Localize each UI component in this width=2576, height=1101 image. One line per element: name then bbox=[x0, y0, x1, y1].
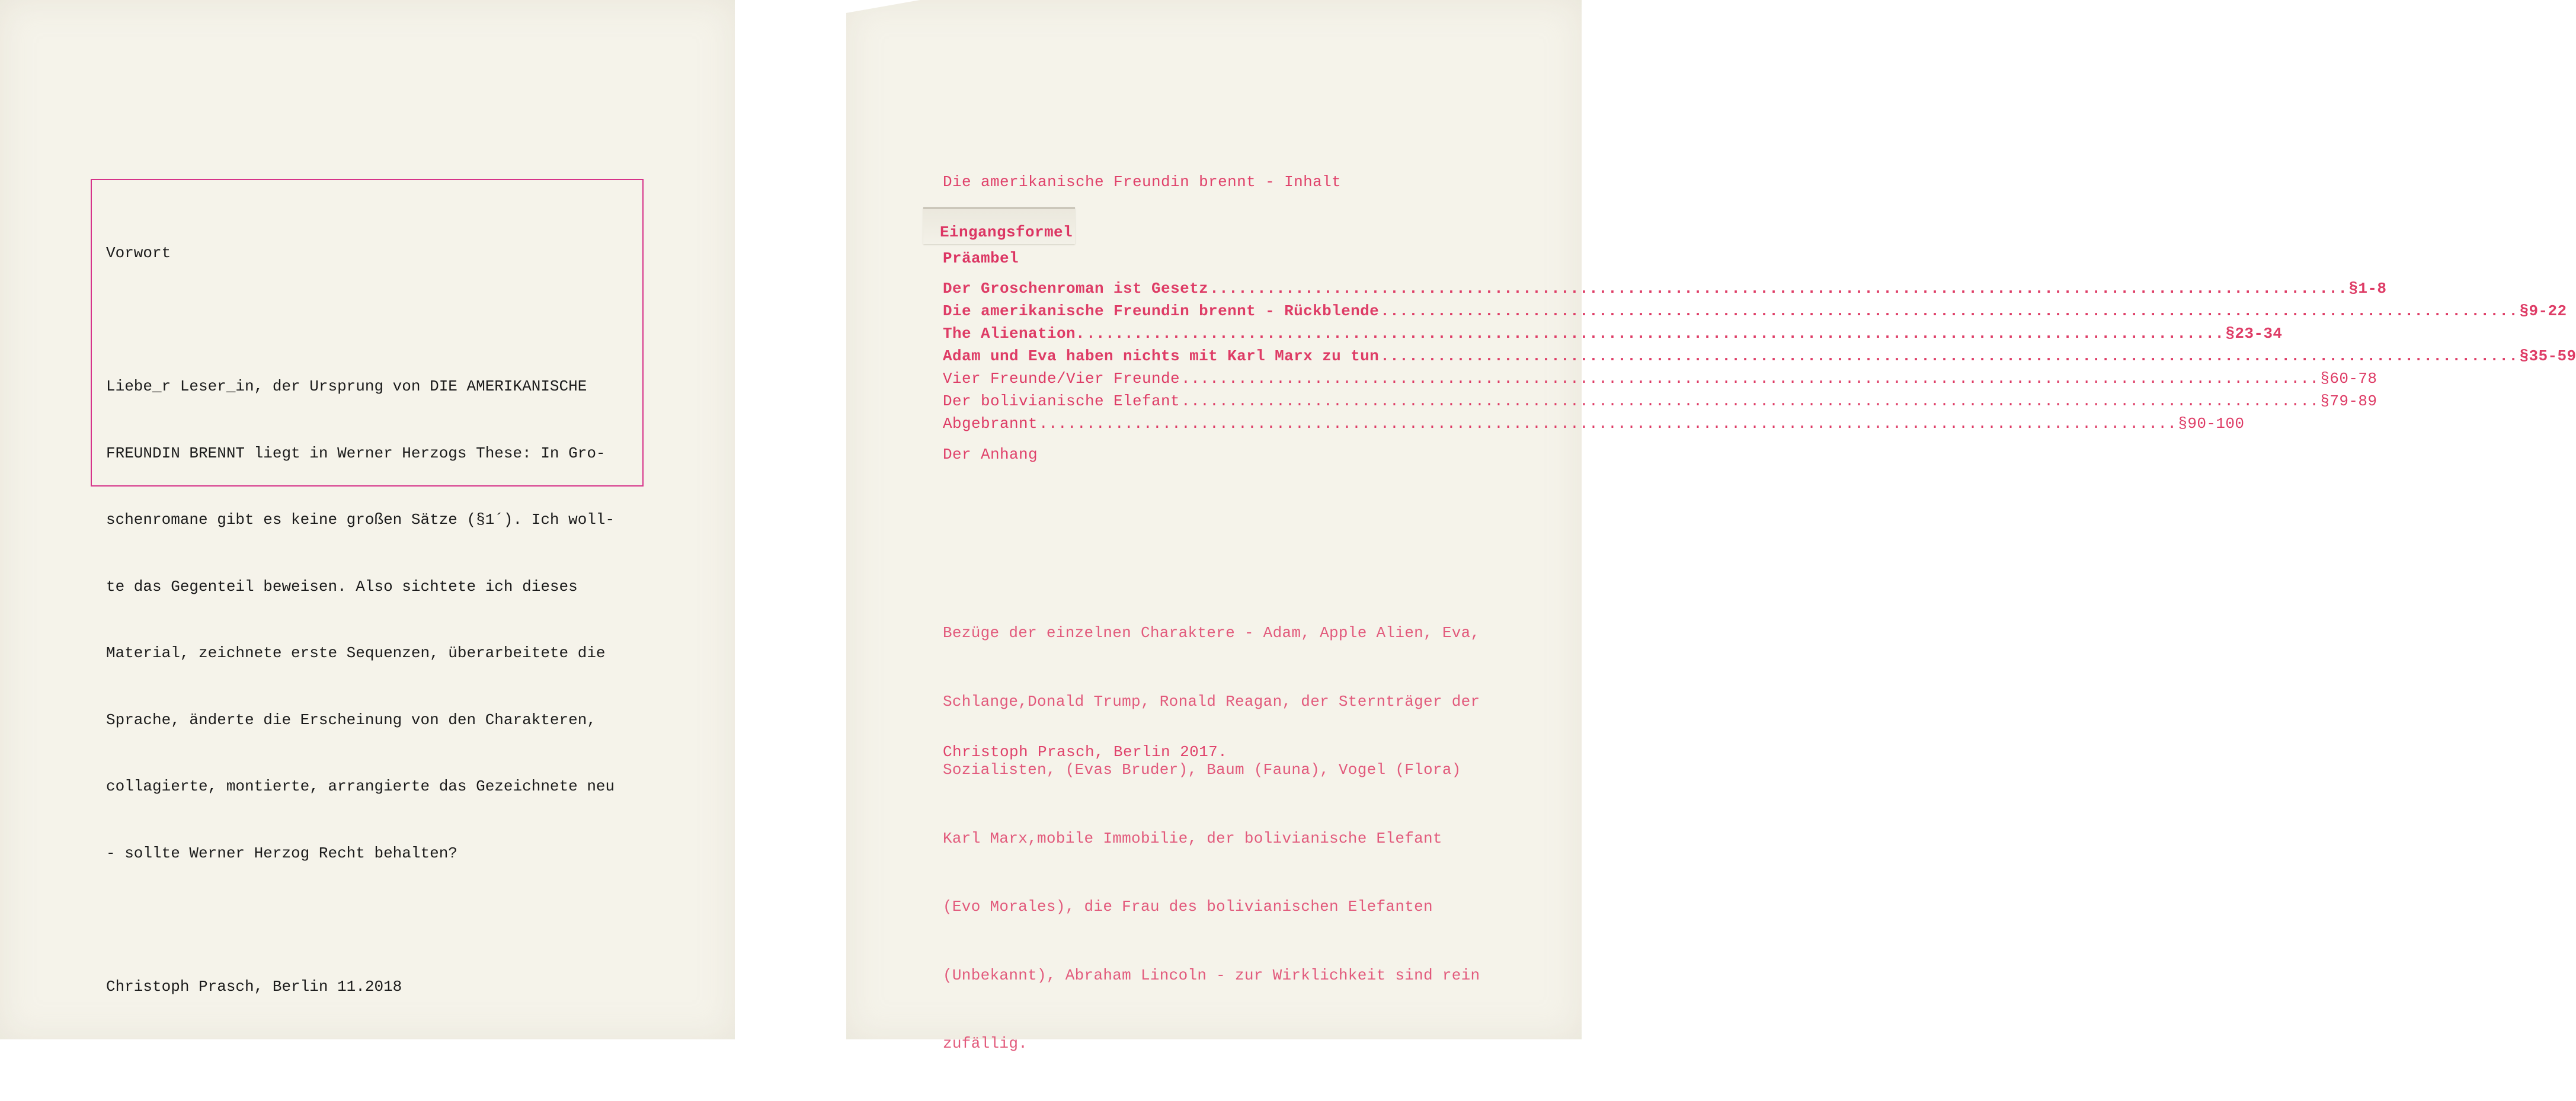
notes-line: (Unbekannt), Abraham Lincoln - zur Wirklichkeit sind rein bbox=[943, 966, 1480, 984]
toc-entry-title: Die amerikanische Freundin brennt - Rückblende bbox=[943, 302, 1380, 320]
toc-entry-title: Adam und Eva haben nichts mit Karl Marx zu tun bbox=[943, 347, 1380, 365]
preface-signature: Christoph Prasch, Berlin 11.2018 bbox=[106, 977, 402, 996]
notes-line: (Evo Morales), die Frau des bolivianischen Elefanten bbox=[943, 898, 1433, 916]
preface-spacer bbox=[106, 309, 629, 332]
toc-leader-dots bbox=[1086, 325, 2224, 343]
toc-entry-paragraphs: §90-100 bbox=[2178, 415, 2245, 433]
toc-leader-dots bbox=[1209, 280, 2347, 297]
preface-body-line: te das Gegenteil beweisen. Also sichtete ich dieses bbox=[106, 577, 578, 596]
notes-line: Karl Marx,mobile Immobilie, der bolivianische Elefant bbox=[943, 829, 1442, 847]
toc-entry-paragraphs: §35-59 bbox=[2519, 347, 2576, 365]
toc-entry-title: Der Groschenroman ist Gesetz bbox=[943, 280, 1209, 297]
toc-entry bbox=[943, 392, 2377, 410]
notes-line: Sozialisten, (Evas Bruder), Baum (Fauna), Vogel (Flora) bbox=[943, 761, 1461, 779]
toc-entry-title: Vier Freunde/Vier Freunde bbox=[943, 370, 1180, 388]
preface-body-line: Material, zeichnete erste Sequenzen, überarbeitete die bbox=[106, 644, 606, 662]
toc-entry bbox=[943, 347, 2576, 365]
toc-entry-paragraphs: §60-78 bbox=[2320, 370, 2377, 388]
right-page bbox=[846, 0, 2576, 1052]
toc-entry bbox=[943, 302, 2567, 320]
toc-entry bbox=[943, 415, 2245, 433]
toc-signature: Christoph Prasch, Berlin 2017. bbox=[943, 743, 1228, 761]
preface-body-line: schenromane gibt es keine großen Sätze (§1´). Ich woll- bbox=[106, 511, 615, 529]
preface-body-line: FREUNDIN BRENNT liegt in Werner Herzogs These: In Gro- bbox=[106, 444, 606, 462]
preface-body-line: collagierte, montierte, arrangierte das Gezeichnete neu bbox=[106, 777, 615, 795]
toc-leader-dots bbox=[1380, 347, 2518, 365]
toc-section-eingangsformel: Eingangsformel bbox=[940, 223, 1073, 241]
toc-leader-dots bbox=[1181, 392, 2319, 410]
left-page bbox=[0, 0, 735, 1039]
toc-entry-paragraphs: §79-89 bbox=[2320, 392, 2377, 410]
toc-entry-paragraphs: §23-34 bbox=[2225, 325, 2283, 343]
toc-entry bbox=[943, 325, 2283, 343]
toc-entry-paragraphs: §1-8 bbox=[2348, 280, 2387, 297]
torn-corner bbox=[846, 0, 953, 18]
toc-title: Die amerikanische Freundin brennt - Inhalt bbox=[943, 173, 1342, 191]
notes-line: zufällig. bbox=[943, 1035, 1028, 1052]
toc-section-praeambel: Präambel bbox=[943, 249, 1019, 267]
toc-leader-dots bbox=[1181, 370, 2319, 388]
notes-line: Schlange,Donald Trump, Ronald Reagan, der Sternträger der bbox=[943, 692, 1480, 710]
preface-box bbox=[91, 179, 644, 996]
toc-entry-title: The Alienation. bbox=[943, 325, 1086, 343]
preface-heading: Vorwort bbox=[106, 244, 171, 262]
preface-body-line: Sprache, änderte die Erscheinung von den Charakteren, bbox=[106, 710, 596, 729]
preface-body-line: - sollte Werner Herzog Recht behalten? bbox=[106, 844, 457, 862]
preface-spacer bbox=[106, 909, 629, 932]
character-notes bbox=[943, 576, 1488, 1101]
toc-leader-dots bbox=[1380, 302, 2518, 320]
toc-entry-title: Abgebrannt bbox=[943, 415, 1038, 433]
toc-entry-paragraphs: §9-22 bbox=[2519, 302, 2567, 320]
toc-entry-title: Der bolivianische Elefant bbox=[943, 392, 1180, 410]
toc-leader-dots bbox=[1039, 415, 2177, 433]
toc-entry bbox=[943, 370, 2377, 388]
preface-body-line: Liebe_r Leser_in, der Ursprung von DIE AMERIKANISCHE bbox=[106, 377, 587, 395]
toc-appendix: Der Anhang bbox=[943, 446, 1038, 463]
toc-entry bbox=[943, 280, 2387, 297]
notes-line: Bezüge der einzelnen Charaktere - Adam, Apple Alien, Eva, bbox=[943, 624, 1480, 642]
